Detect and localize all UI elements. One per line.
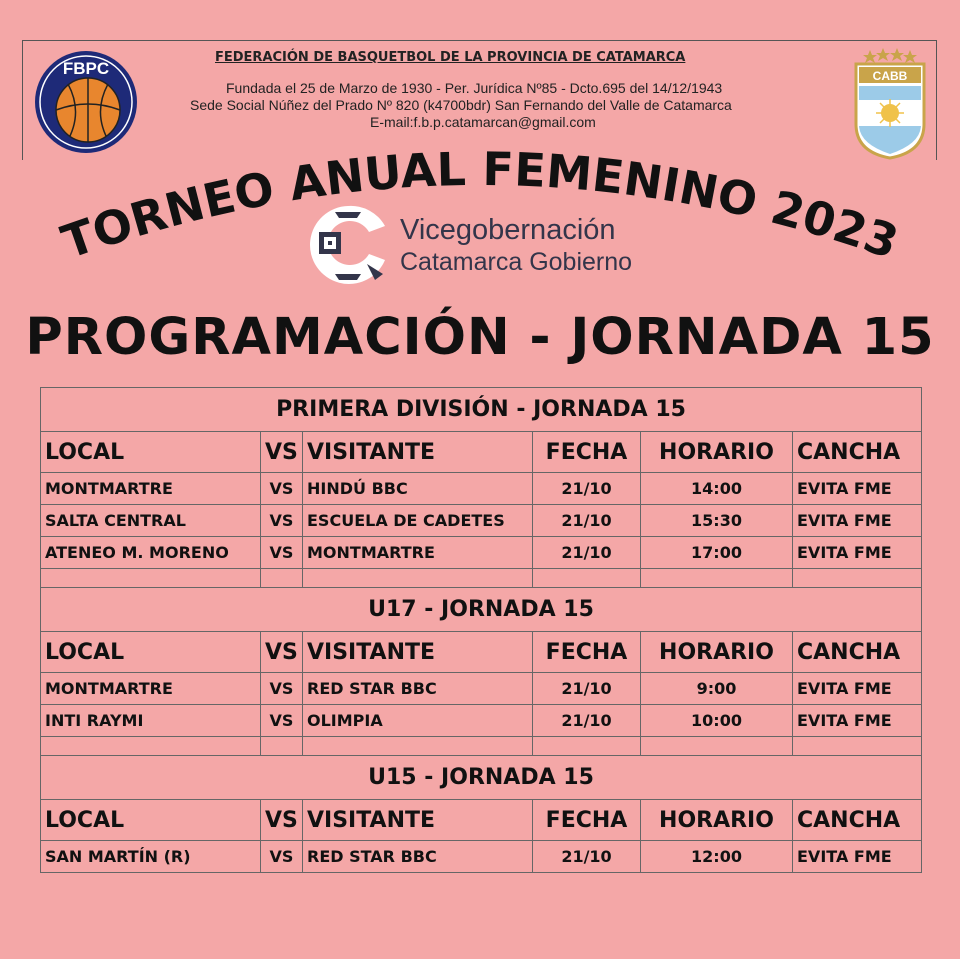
match-cancha: EVITA FME: [793, 673, 922, 705]
match-visitante: OLIMPIA: [303, 705, 533, 737]
match-row: [41, 505, 922, 537]
column-header-visitante: VISITANTE: [303, 432, 533, 473]
match-fecha: 21/10: [533, 473, 641, 505]
section-title-rest: - JORNADA 15: [508, 397, 686, 422]
column-header-local: LOCAL: [41, 800, 261, 841]
match-local: SAN MARTÍN (R): [41, 841, 261, 873]
match-horario: 10:00: [641, 705, 793, 737]
column-header-fecha: FECHA: [533, 432, 641, 473]
programacion-title: PROGRAMACIÓN - JORNADA 15: [25, 308, 935, 367]
org-address: Sede Social Núñez del Prado Nº 820 (k4700bdr) San Fernando del Valle de Catamarca: [190, 97, 732, 113]
match-fecha: 21/10: [533, 705, 641, 737]
match-horario: 15:30: [641, 505, 793, 537]
section-title: [41, 388, 922, 432]
column-header-local: LOCAL: [41, 432, 261, 473]
match-vs: VS: [261, 673, 303, 705]
vicegobernacion-logo: [305, 202, 391, 288]
tournament-title-text: TORNEO ANUAL FEMENINO 2023: [54, 141, 906, 270]
empty-cell: [793, 569, 922, 588]
section-header-row: [41, 756, 922, 800]
match-visitante: ESCUELA DE CADETES: [303, 505, 533, 537]
column-header-cancha: CANCHA: [793, 632, 922, 673]
column-header-vs: VS: [261, 632, 303, 673]
empty-cell: [793, 737, 922, 756]
match-vs: VS: [261, 505, 303, 537]
fbpc-logo-text: FBPC: [62, 59, 110, 78]
column-header-visitante: VISITANTE: [303, 632, 533, 673]
match-local: SALTA CENTRAL: [41, 505, 261, 537]
section-title-main: U15: [368, 765, 417, 790]
empty-cell: [303, 737, 533, 756]
section-title-main: PRIMERA DIVISIÓN: [276, 397, 509, 422]
match-vs: VS: [261, 841, 303, 873]
empty-row: [41, 569, 922, 588]
column-header-horario: HORARIO: [641, 432, 793, 473]
match-local: ATENEO M. MORENO: [41, 537, 261, 569]
match-local: INTI RAYMI: [41, 705, 261, 737]
empty-row: [41, 737, 922, 756]
sponsor-subtitle: Catamarca Gobierno: [400, 248, 633, 276]
sponsor-name: Vicegobernación: [400, 214, 616, 246]
column-header-row: [41, 432, 922, 473]
column-header-horario: HORARIO: [641, 800, 793, 841]
empty-cell: [641, 737, 793, 756]
column-header-row: [41, 800, 922, 841]
column-header-vs: VS: [261, 800, 303, 841]
match-cancha: EVITA FME: [793, 841, 922, 873]
section-header-row: [41, 588, 922, 632]
section-title-rest: - JORNADA 15: [416, 597, 594, 622]
section-title: [41, 756, 922, 800]
empty-cell: [533, 569, 641, 588]
match-vs: VS: [261, 473, 303, 505]
match-cancha: EVITA FME: [793, 473, 922, 505]
match-row: [41, 841, 922, 873]
match-visitante: RED STAR BBC: [303, 841, 533, 873]
match-vs: VS: [261, 537, 303, 569]
match-visitante: HINDÚ BBC: [303, 473, 533, 505]
match-cancha: EVITA FME: [793, 705, 922, 737]
empty-cell: [641, 569, 793, 588]
empty-cell: [303, 569, 533, 588]
empty-cell: [533, 737, 641, 756]
match-row: [41, 537, 922, 569]
schedule-table: [40, 387, 922, 873]
empty-cell: [261, 737, 303, 756]
column-header-fecha: FECHA: [533, 800, 641, 841]
column-header-horario: HORARIO: [641, 632, 793, 673]
column-header-row: [41, 632, 922, 673]
match-fecha: 21/10: [533, 537, 641, 569]
section-title-main: U17: [368, 597, 417, 622]
match-cancha: EVITA FME: [793, 537, 922, 569]
match-horario: 17:00: [641, 537, 793, 569]
match-horario: 9:00: [641, 673, 793, 705]
org-foundation: Fundada el 25 de Marzo de 1930 - Per. Jurídica Nº85 - Dcto.695 del 14/12/1943: [226, 80, 723, 96]
column-header-fecha: FECHA: [533, 632, 641, 673]
match-vs: VS: [261, 705, 303, 737]
match-local: MONTMARTRE: [41, 473, 261, 505]
section-title: [41, 588, 922, 632]
match-horario: 14:00: [641, 473, 793, 505]
section-header-row: [41, 388, 922, 432]
empty-cell: [41, 569, 261, 588]
match-fecha: 21/10: [533, 841, 641, 873]
match-cancha: EVITA FME: [793, 505, 922, 537]
match-row: [41, 473, 922, 505]
match-row: [41, 705, 922, 737]
section-title-rest: - JORNADA 15: [416, 765, 594, 790]
match-local: MONTMARTRE: [41, 673, 261, 705]
column-header-visitante: VISITANTE: [303, 800, 533, 841]
column-header-cancha: CANCHA: [793, 432, 922, 473]
cabb-logo-text: CABB: [872, 69, 908, 83]
empty-cell: [261, 569, 303, 588]
match-visitante: RED STAR BBC: [303, 673, 533, 705]
match-horario: 12:00: [641, 841, 793, 873]
match-fecha: 21/10: [533, 673, 641, 705]
column-header-cancha: CANCHA: [793, 800, 922, 841]
column-header-vs: VS: [261, 432, 303, 473]
match-visitante: MONTMARTRE: [303, 537, 533, 569]
org-email: E-mail:f.b.p.catamarcan@gmail.com: [370, 114, 596, 130]
org-name: FEDERACIÓN DE BASQUETBOL DE LA PROVINCIA DE CATAMARCA: [215, 50, 686, 65]
empty-cell: [41, 737, 261, 756]
column-header-local: LOCAL: [41, 632, 261, 673]
match-row: [41, 673, 922, 705]
match-fecha: 21/10: [533, 505, 641, 537]
